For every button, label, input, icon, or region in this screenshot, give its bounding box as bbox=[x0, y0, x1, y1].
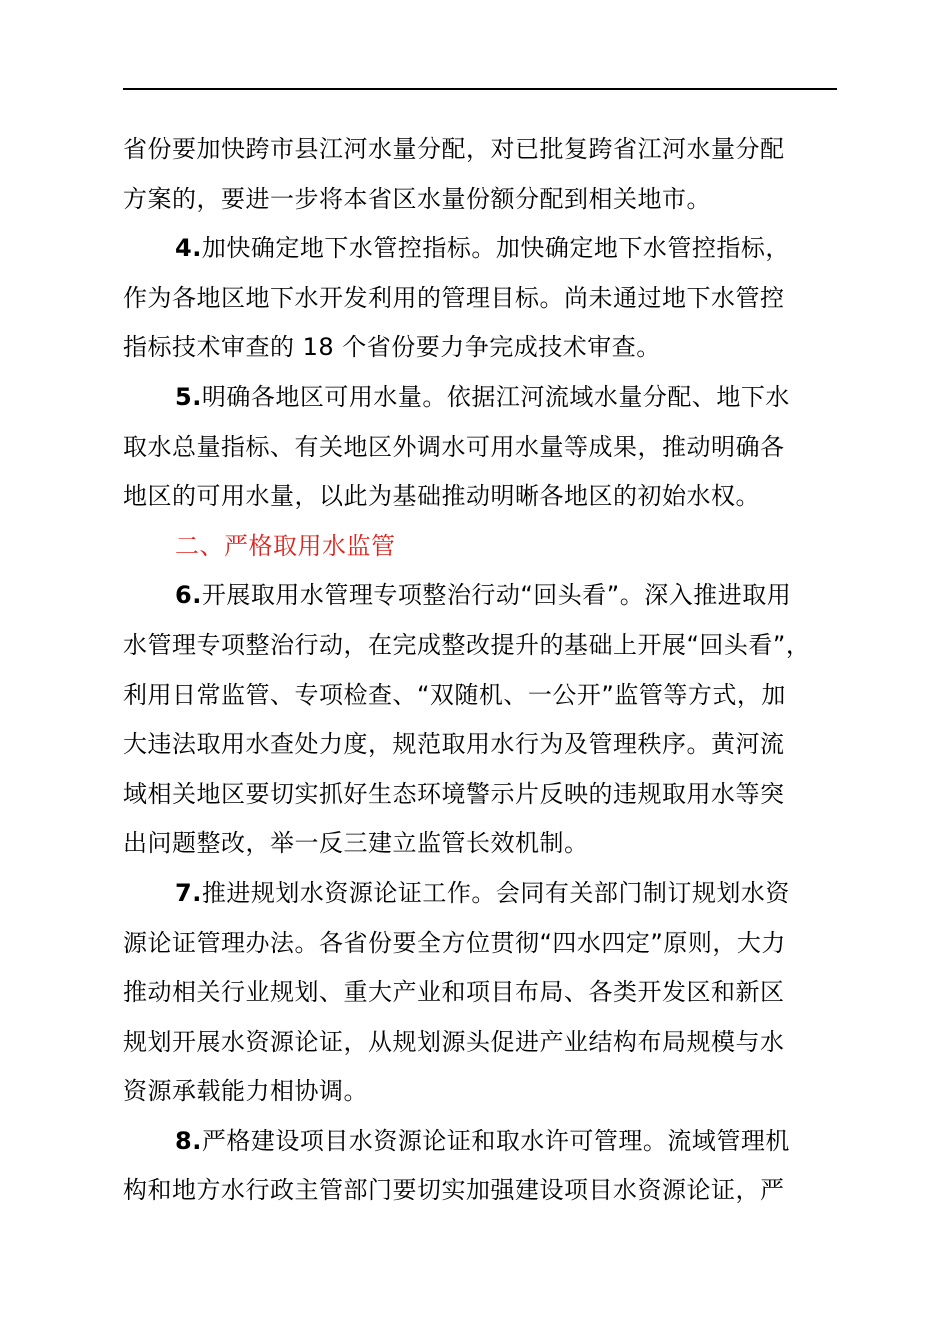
paragraph-item-7 bbox=[123, 869, 843, 1117]
text-line: 严格建设项目水资源论证和取水许可管理。流域管理机 bbox=[201, 1126, 790, 1155]
item-number: 7. bbox=[175, 878, 202, 907]
text-line: 推进规划水资源论证工作。会同有关部门制订规划水资 bbox=[201, 878, 790, 907]
paragraph-item-6 bbox=[123, 571, 843, 869]
item-number: 8. bbox=[175, 1126, 202, 1155]
text-line: 地区的可用水量，以此为基础推动明晰各地区的初始水权。 bbox=[123, 482, 760, 511]
text-line: 明确各地区可用水量。依据江河流域水量分配、地下水 bbox=[201, 382, 790, 411]
section-heading bbox=[123, 522, 843, 572]
text-line: 构和地方水行政主管部门要切实加强建设项目水资源论证，严 bbox=[123, 1176, 785, 1205]
item-number: 6. bbox=[175, 581, 202, 610]
section-title: 二、严格取用水监管 bbox=[175, 531, 396, 560]
text-line: 利用日常监管、专项检查、“双随机、一公开”监管等方式，加 bbox=[123, 680, 786, 709]
text-line: 资源承载能力相协调。 bbox=[123, 1077, 368, 1106]
text-line: 作为各地区地下水开发利用的管理目标。尚未通过地下水管控 bbox=[123, 283, 785, 312]
text-line: 方案的，要进一步将本省区水量份额分配到相关地市。 bbox=[123, 184, 711, 213]
paragraph-item-4 bbox=[123, 224, 843, 373]
text-line: 推动相关行业规划、重大产业和项目布局、各类开发区和新区 bbox=[123, 978, 785, 1007]
text-line: 加快确定地下水管控指标。加快确定地下水管控指标， bbox=[201, 234, 790, 263]
text-line: 源论证管理办法。各省份要全方位贯彻“四水四定”原则，大力 bbox=[123, 928, 786, 957]
text-line: 开展取用水管理专项整治行动“回头看”。深入推进取用 bbox=[201, 581, 792, 610]
item-number: 5. bbox=[175, 382, 202, 411]
text-line: 规划开展水资源论证，从规划源头促进产业结构布局规模与水 bbox=[123, 1027, 785, 1056]
text-line: 水管理专项整治行动，在完成整改提升的基础上开展“回头看”， bbox=[123, 630, 811, 659]
paragraph-continued bbox=[123, 125, 843, 224]
paragraph-item-5 bbox=[123, 373, 843, 522]
text-line: 取水总量指标、有关地区外调水可用水量等成果，推动明确各 bbox=[123, 432, 785, 461]
text-line: 指标技术审查的 18 个省份要力争完成技术审查。 bbox=[123, 333, 661, 362]
text-line: 大违法取用水查处力度，规范取用水行为及管理秩序。黄河流 bbox=[123, 730, 785, 759]
paragraph-item-8 bbox=[123, 1117, 843, 1216]
text-line: 域相关地区要切实抓好生态环境警示片反映的违规取用水等突 bbox=[123, 779, 785, 808]
text-line: 出问题整改，举一反三建立监管长效机制。 bbox=[123, 829, 589, 858]
header-rule bbox=[123, 88, 837, 90]
text-line: 省份要加快跨市县江河水量分配，对已批复跨省江河水量分配 bbox=[123, 135, 785, 163]
item-number: 4. bbox=[175, 234, 202, 263]
document-body bbox=[123, 125, 843, 1216]
